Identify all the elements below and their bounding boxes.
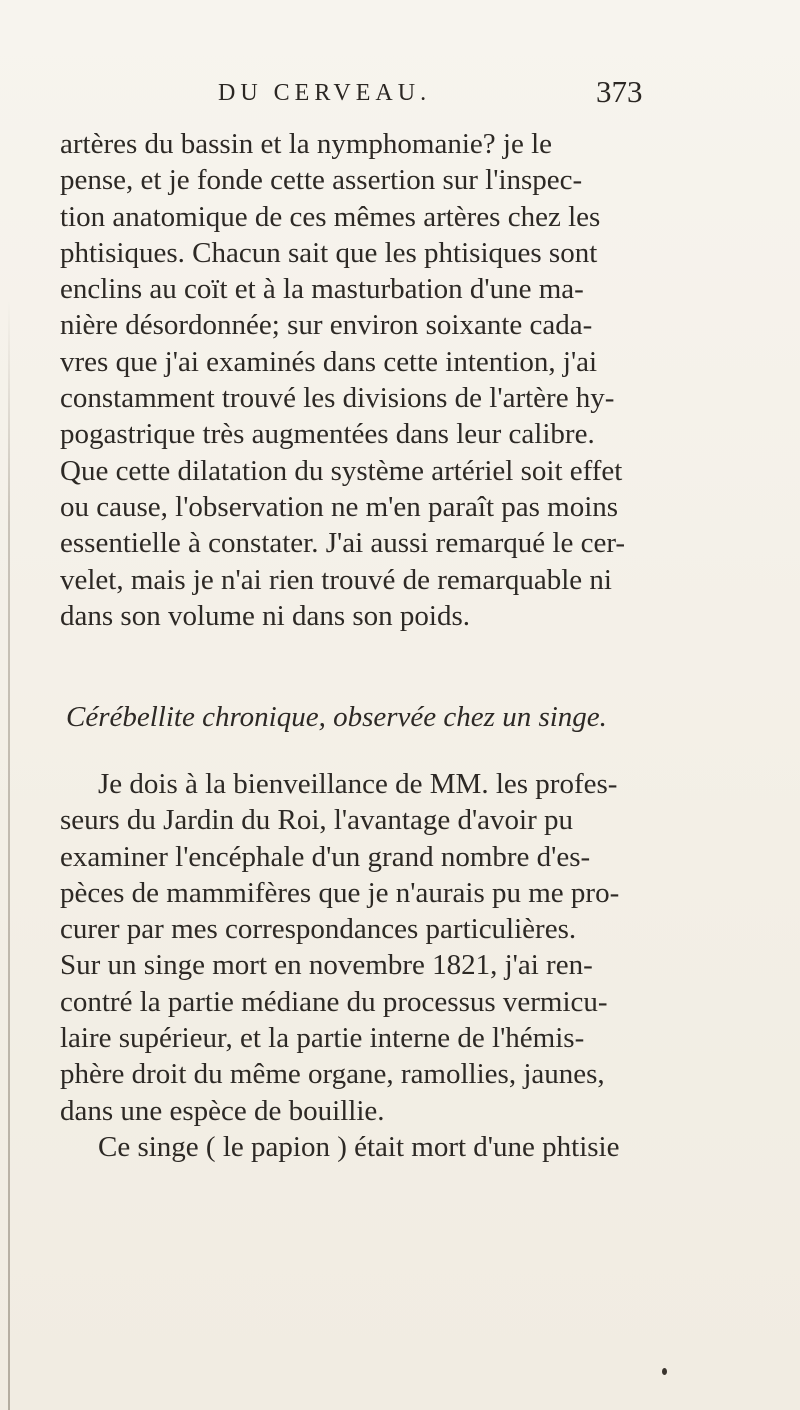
text-line: dans une espèce de bouillie. [60, 1094, 385, 1127]
text-line: enclins au coït et à la masturbation d'une ma- [60, 273, 584, 306]
text-line: Ce singe ( le papion ) était mort d'une phtisie [98, 1130, 620, 1163]
section-heading: Cérébellite chronique, observée chez un singe. [66, 701, 607, 733]
text-line: ou cause, l'observation ne m'en paraît pas moins [60, 490, 619, 523]
running-title: DU CERVEAU. [218, 80, 432, 106]
text-line: phtisiques. Chacun sait que les phtisiques sont [60, 236, 598, 269]
page-number: 373 [596, 74, 643, 109]
text-line: curer par mes correspondances particulières. [60, 913, 577, 946]
text-line: phère droit du même organe, ramollies, jaunes, [60, 1058, 605, 1091]
text-line: laire supérieur, et la partie interne de l'hémis- [60, 1022, 585, 1055]
text-line: pense, et je fonde cette assertion sur l'inspec- [60, 164, 583, 197]
text-line: pogastrique très augmentées dans leur calibre. [60, 418, 595, 451]
text-line: Je dois à la bienveillance de MM. les profes- [98, 768, 618, 800]
ink-speck [662, 1368, 667, 1375]
text-line: Que cette dilatation du système artériel soit effet [60, 454, 623, 487]
text-line: pèces de mammifères que je n'aurais pu me pro- [60, 876, 620, 909]
text-line: velet, mais je n'ai rien trouvé de remarquable ni [60, 563, 612, 596]
paragraph-1 [60, 126, 750, 634]
text-line: essentielle à constater. J'ai aussi remarqué le cer- [60, 527, 626, 560]
text-line: Sur un singe mort en novembre 1821, j'ai ren- [60, 949, 593, 982]
text-line: artères du bassin et la nymphomanie? je le [60, 128, 553, 160]
text-line: vres que j'ai examinés dans cette intention, j'ai [60, 345, 598, 378]
text-line: constamment trouvé les divisions de l'artère hy- [60, 382, 615, 415]
running-head [0, 74, 800, 120]
paragraph-2 [60, 766, 760, 1165]
text-line: dans son volume ni dans son poids. [60, 599, 471, 632]
text-line: tion anatomique de ces mêmes artères chez les [60, 200, 601, 233]
text-line: nière désordonnée; sur environ soixante cada- [60, 309, 593, 342]
binding-shadow [8, 300, 10, 1410]
text-line: seurs du Jardin du Roi, l'avantage d'avoir pu [60, 804, 574, 837]
text-line: examiner l'encéphale d'un grand nombre d'es- [60, 840, 591, 873]
text-line: contré la partie médiane du processus vermicu- [60, 985, 608, 1018]
